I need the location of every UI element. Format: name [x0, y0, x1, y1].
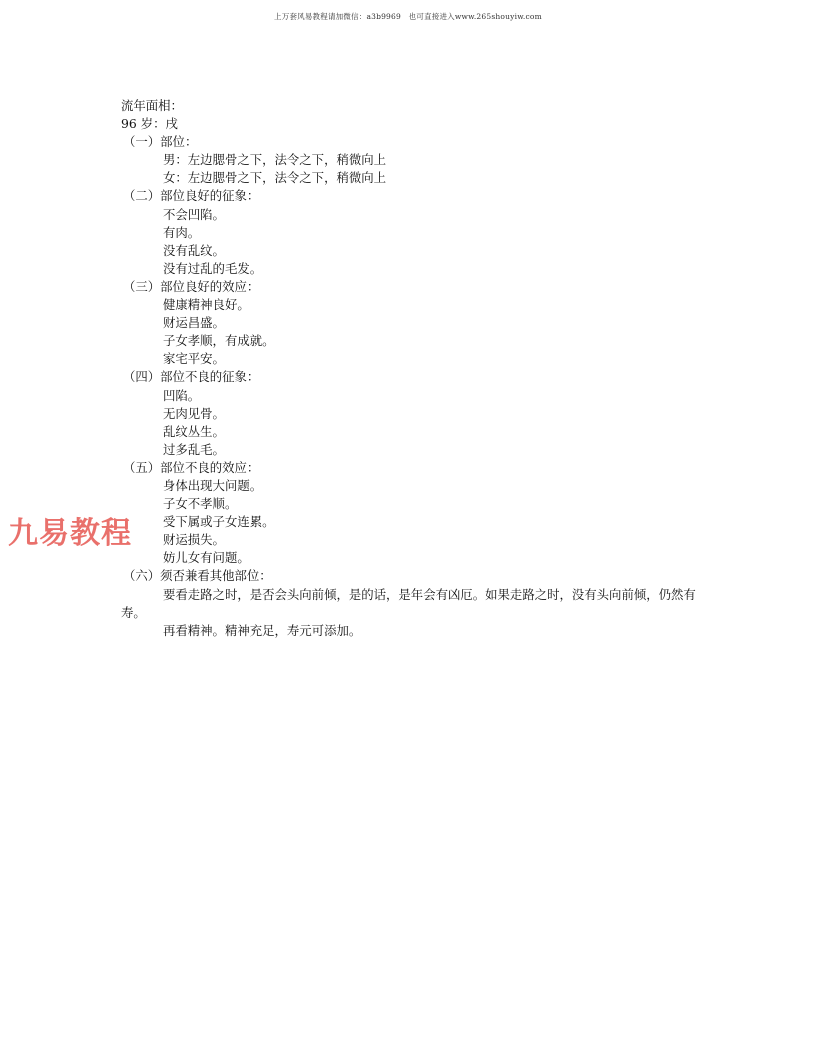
list-item: 财运昌盛。 [163, 315, 225, 331]
list-item: 健康精神良好。 [163, 297, 250, 313]
section-heading: （三）部位良好的效应： [123, 278, 260, 294]
list-item: 男：左边腮骨之下，法令之下，稍微向上 [163, 152, 387, 168]
list-item: 女：左边腮骨之下，法令之下，稍微向上 [163, 170, 387, 186]
section-1 [121, 133, 711, 187]
section-heading: （四）部位不良的征象： [123, 369, 260, 385]
list-item: 没有乱纹。 [163, 242, 225, 258]
list-item: 子女不孝顺。 [163, 496, 238, 512]
list-item: 身体出现大问题。 [163, 477, 263, 493]
doc-title: 流年面相： [121, 98, 183, 113]
page-header: 上万套风易教程请加微信：a3b9969 也可直接进入www.265shouyiw.com [274, 12, 542, 21]
section-6 [121, 567, 711, 639]
section-2 [121, 187, 711, 277]
list-item: 乱纹丛生。 [163, 423, 225, 439]
list-item: 过多乱毛。 [163, 441, 225, 457]
section-heading: （二）部位良好的征象： [123, 188, 260, 204]
list-item: 凹陷。 [163, 387, 201, 403]
paragraph: 要看走路之时，是否会头向前倾，是的话，是年会有凶厄。如果走路之时，没有头向前倾，仍然有寿。 [121, 586, 696, 620]
list-item: 没有过乱的毛发。 [163, 260, 263, 276]
section-heading: （一）部位： [123, 134, 198, 150]
list-item: 妨儿女有问题。 [163, 550, 250, 566]
list-item: 不会凹陷。 [163, 206, 225, 222]
list-item: 受下属或子女连累。 [163, 514, 275, 530]
list-item: 有肉。 [163, 224, 201, 240]
section-heading: （六）须否兼看其他部位： [123, 568, 272, 584]
age-line: 96 岁：戌 [121, 116, 178, 132]
paragraph: 再看精神。精神充足，寿元可添加。 [163, 622, 362, 638]
list-item: 财运损失。 [163, 532, 225, 548]
list-item: 无肉见骨。 [163, 405, 225, 421]
list-item: 子女孝顺，有成就。 [163, 333, 275, 349]
section-5 [121, 459, 711, 568]
document-body [121, 97, 711, 640]
list-item: 家宅平安。 [163, 351, 225, 367]
section-4 [121, 368, 711, 458]
section-3 [121, 278, 711, 368]
section-heading: （五）部位不良的效应： [123, 459, 260, 475]
watermark-logo: 九易教程 [8, 516, 132, 551]
